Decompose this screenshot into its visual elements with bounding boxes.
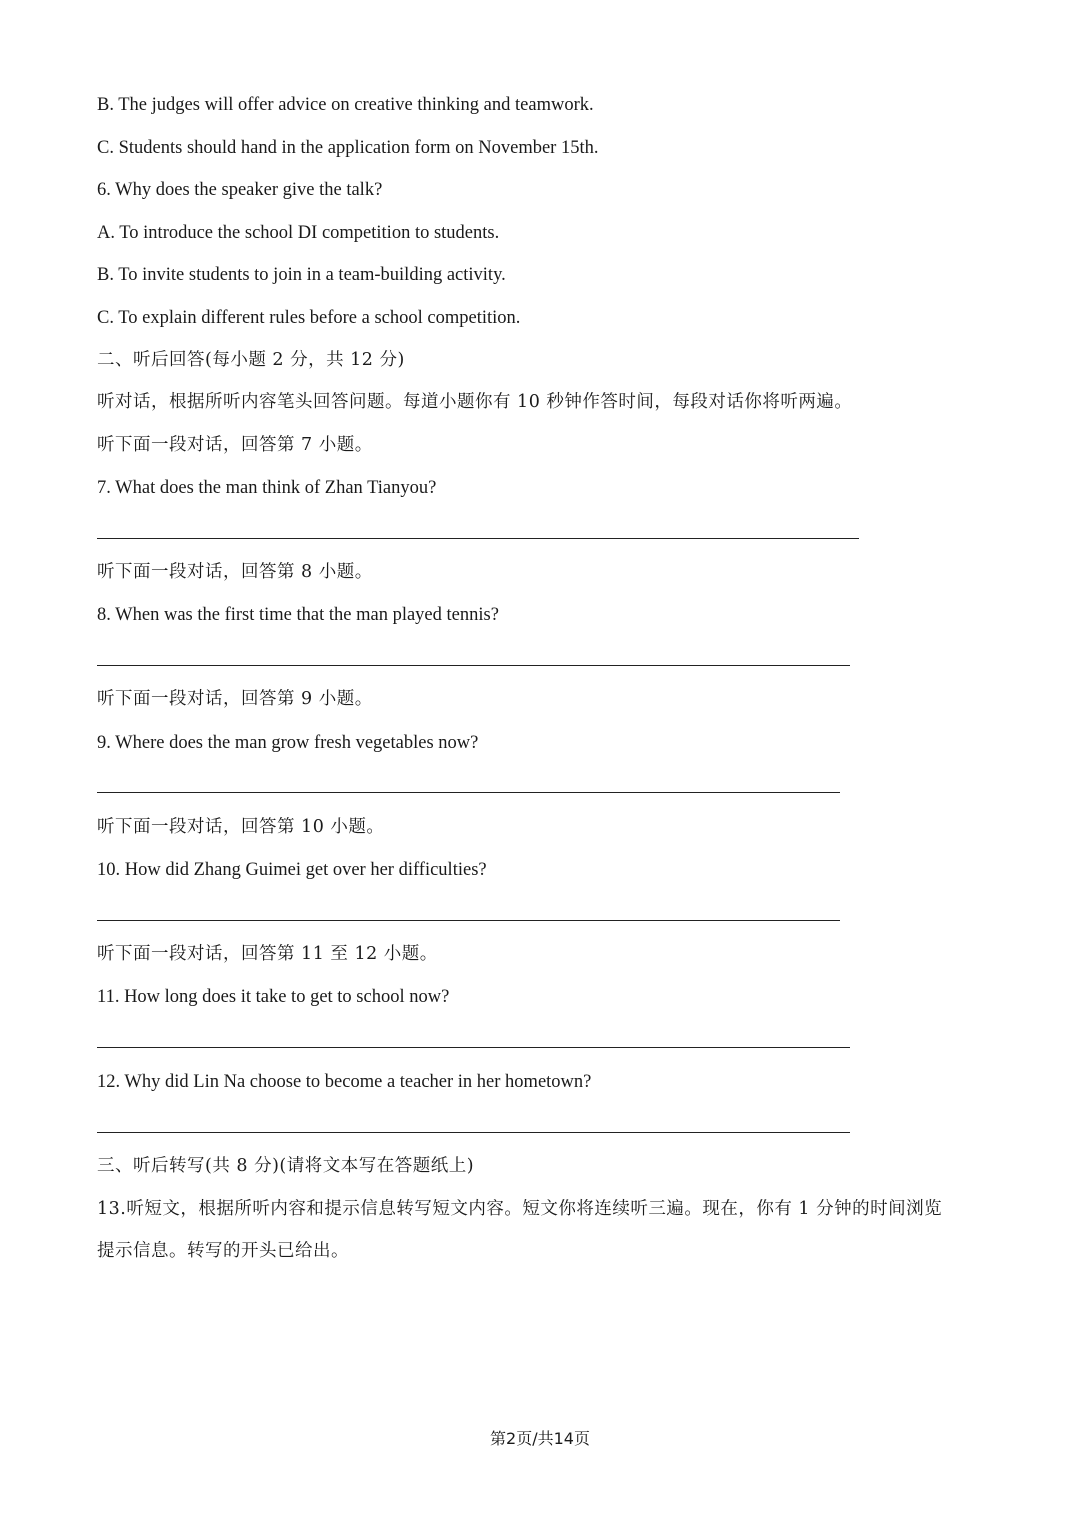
answer-line-q8[interactable]: [97, 665, 850, 666]
question-10: 10. How did Zhang Guimei get over her difficulties?: [97, 860, 487, 880]
section-2-instructions: 听对话，根据所听内容笔头回答问题。每道小题你有 10 秒钟作答时间，每段对话你将听两遍。: [97, 392, 853, 412]
prompt-q10: 听下面一段对话，回答第 10 小题。: [97, 817, 385, 837]
prompt-q11-12: 听下面一段对话，回答第 11 至 12 小题。: [97, 944, 438, 964]
section-2-heading: 二、听后回答(每小题 2 分，共 12 分): [97, 350, 405, 370]
option-5b: B. The judges will offer advice on creative thinking and teamwork.: [97, 95, 594, 115]
question-12: 12. Why did Lin Na choose to become a teacher in her hometown?: [97, 1072, 592, 1092]
question-13-line-1: 13.听短文，根据所听内容和提示信息转写短文内容。短文你将连续听三遍。现在，你有 1 分钟的时间浏览: [97, 1199, 943, 1219]
question-8: 8. When was the first time that the man played tennis?: [97, 605, 499, 625]
option-6c: C. To explain different rules before a school competition.: [97, 308, 521, 328]
prompt-q8: 听下面一段对话，回答第 8 小题。: [97, 562, 373, 582]
prompt-q9: 听下面一段对话，回答第 9 小题。: [97, 689, 373, 709]
option-6a: A. To introduce the school DI competition to students.: [97, 223, 500, 243]
question-13-line-2: 提示信息。转写的开头已给出。: [97, 1241, 349, 1261]
section-3-heading: 三、听后转写(共 8 分)(请将文本写在答题纸上): [97, 1156, 475, 1176]
answer-line-q9[interactable]: [97, 792, 840, 793]
question-9: 9. Where does the man grow fresh vegetables now?: [97, 733, 479, 753]
question-6: 6. Why does the speaker give the talk?: [97, 180, 383, 200]
answer-line-q11[interactable]: [97, 1047, 850, 1048]
page-number: 第2页/共14页: [490, 1429, 590, 1448]
prompt-q7: 听下面一段对话，回答第 7 小题。: [97, 435, 373, 455]
option-6b: B. To invite students to join in a team-building activity.: [97, 265, 506, 285]
answer-line-q10[interactable]: [97, 920, 840, 921]
answer-line-q7[interactable]: [97, 538, 859, 539]
answer-line-q12[interactable]: [97, 1132, 850, 1133]
question-11: 11. How long does it take to get to school now?: [97, 987, 450, 1007]
question-7: 7. What does the man think of Zhan Tianyou?: [97, 478, 437, 498]
option-5c: C. Students should hand in the application form on November 15th.: [97, 138, 599, 158]
